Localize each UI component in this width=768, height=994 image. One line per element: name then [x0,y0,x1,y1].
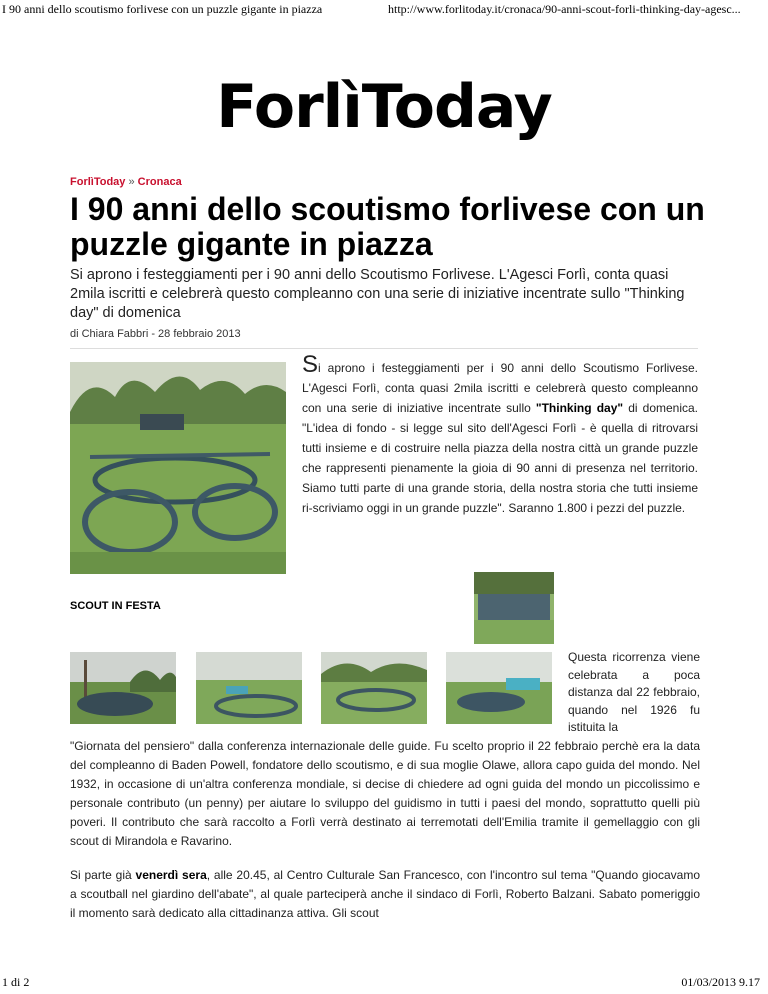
breadcrumb [70,176,182,188]
gallery-thumb-5[interactable] [474,572,554,644]
intro-text-2: di domenica. "L'idea di fondo - si legge sul sito dell'Agesci Forlì - è quella di ritrovarsi tutti insieme e di costruire nella piazza della nostra città un grande puzzle che rappresenti pienamente la gioia di 90 anni di presenza nel territorio. Siamo tutti parte di una grande storia, della nostra storia che tutti insieme ri-scriviamo oggi in un grande puzzle". Saranno 1.800 i pezzi del puzzle. [302,401,699,515]
article-paragraph-3 [70,866,700,923]
article-title: I 90 anni dello scoutismo forlivese con un puzzle gigante in piazza [70,191,705,262]
dropcap: S [302,351,319,378]
main-photo-scouts-field[interactable] [70,362,286,574]
print-header-url: http://www.forlitoday.it/cronaca/90-anni-scout-forli-thinking-day-agesc... [388,2,741,16]
gallery-thumb-4[interactable] [446,652,552,724]
intro-text-1: i aprono i festeggiamenti per i 90 anni dello Scoutismo Forlivese. L'Agesci Forlì, conta quasi 2mila iscritti e celebrerà questo compleanno con una serie di iniziative incentrate sullo [302,361,698,415]
divider [70,348,698,349]
breadcrumb-separator: » [128,176,135,188]
para3-bold: venerdì sera [135,868,207,882]
gallery-thumb-1[interactable] [70,652,176,724]
gallery-thumb-2[interactable] [196,652,302,724]
site-logo[interactable]: ForlìToday [216,72,552,142]
print-footer-datetime: 01/03/2013 9.17 [681,975,760,989]
gallery-thumb-3[interactable] [321,652,427,724]
gallery-label: SCOUT IN FESTA [70,600,161,612]
print-header-title: I 90 anni dello scoutismo forlivese con un puzzle gigante in piazza [2,2,323,16]
breadcrumb-home-link[interactable]: ForlìToday [70,176,126,188]
side-text: Questa ricorrenza viene celebrata a poca distanza dal 22 febbraio, quando nel 1926 fu istituita la [568,650,700,734]
breadcrumb-section-link[interactable]: Cronaca [137,176,182,188]
article-paragraph-2: "Giornata del pensiero" dalla conferenza internazionale delle guide. Fu scelto proprio il 22 febbraio perchè era la data del compleanno di Baden Powell, fondatore dello scoutismo, e di sua moglie Olawe, allora capo guida del mondo. Nel 1932, in occasione di un'altra conferenza mondiale, si decise di chiedere ad ogni guida del mondo un piccolissimo e personale contributo (un penny) per aiutare lo sviluppo del guidismo in tutti i paesi del mondo, soprattutto quelli più poveri. Il contributo che sarà raccolto a Forlì verrà destinato ai terremotati dell'Emilia tramite il gemellaggio con gli scout di Mirandola e Ravarino. [70,739,700,848]
print-footer-page: 1 di 2 [2,975,30,989]
intro-bold: "Thinking day" [535,401,624,415]
article-intro [302,351,699,518]
para3-text-1: Si parte già [70,868,136,882]
article-lead: Si aprono i festeggiamenti per i 90 anni dello Scoutismo Forlivese. L'Agesci Forlì, conta quasi 2mila iscritti e celebrerà questo compleanno con una serie di iniziative incentrate sullo "Thinking day" di domenica [70,267,685,321]
article-byline: di Chiara Fabbri - 28 febbraio 2013 [70,328,241,340]
para3-text-2: , alle 20.45, al Centro Culturale San Francesco, con l'incontro sul tema "Quando giocavamo a scoutball nel giardino dell'abate", al quale parteciperà anche il sindaco di Forlì, Roberto Balzani. Sabato pomeriggio il momento sarà dedicato alla cittadinanza attiva. Gli scout [70,868,700,920]
